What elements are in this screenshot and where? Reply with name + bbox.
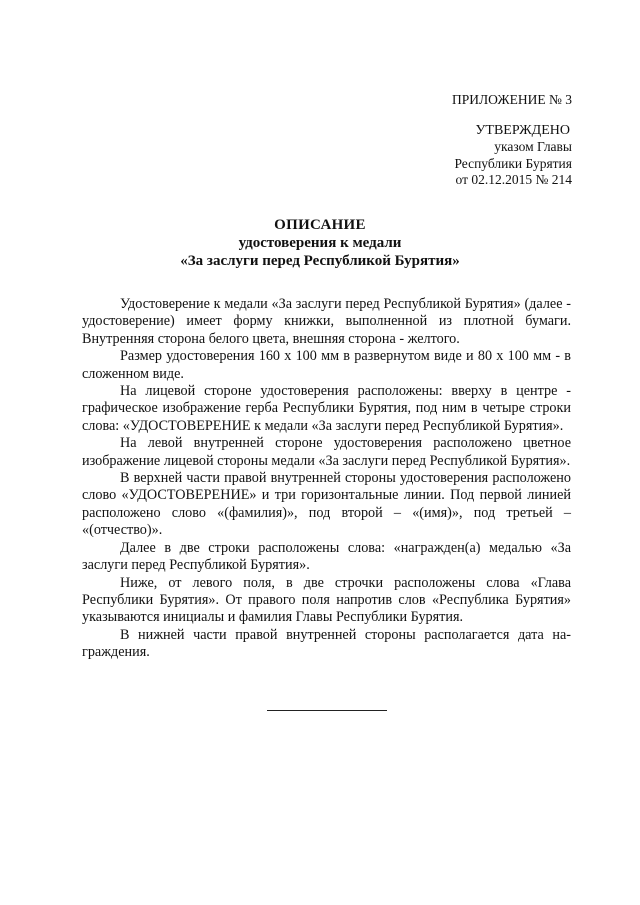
title-line-2: удостоверения к медали	[238, 235, 402, 251]
paragraph: Удостоверение к медали «За заслуги перед Республикой Бурятия» (далее - удостоверение) имеет форму книжки, выполненной из плотной бумаги. Внутренняя сторона белого цвета, внешняя сторона - желтого.	[82, 296, 571, 347]
decree-line-3: от 02.12.2015 № 214	[455, 172, 572, 187]
paragraph: Далее в две строки расположены слова: «награжден(а) медалью «За заслуги перед Республикой Бурятия».	[82, 539, 571, 574]
approved-label: УТВЕРЖДЕНО	[475, 122, 570, 138]
title-line-1: ОПИСАНИЕ	[274, 217, 366, 233]
appendix-label: ПРИЛОЖЕНИЕ № 3	[451, 92, 572, 107]
paragraph: На лицевой стороне удостоверения расположены: вверху в центре - графическое изображение герба Республики Бурятия, под ним в четыре строки слова: «УДОСТОВЕРЕНИЕ к медали «За заслуги перед Республикой Бурятия».	[82, 383, 571, 434]
paragraph: Размер удостоверения 160 х 100 мм в развернутом виде и 80 х 100 мм - в сложенном виде.	[82, 348, 571, 382]
paragraph: На левой внутренней стороне удостоверения расположено цветное изображение лицевой стороны медали «За заслуги перед Республикой Бурятия».	[82, 435, 571, 469]
paragraph: В нижней части правой внутренней стороны располагается дата награждения.	[82, 626, 571, 661]
paragraph: В верхней части правой внутренней стороны удостоверения расположено слово «УДОСТОВЕРЕНИЕ» и три горизонтальные линии. Под первой линией расположено слово «(фамилия)», под второй – «(имя)», под третьей – «(отчество)».	[82, 470, 571, 539]
decree-line-2: Республики Бурятия	[454, 155, 572, 171]
document-title	[0, 216, 640, 270]
paragraph: Ниже, от левого поля, в две строчки расположены слова «Глава Республики Бурятия». От правого поля напротив слов «Республика Бурятия» указываются инициалы и фамилия Главы Республики Бурятия.	[82, 574, 571, 626]
decree-line-1: указом Главы	[494, 139, 572, 154]
approval-header	[372, 92, 572, 189]
document-body	[82, 296, 571, 662]
closing-divider	[267, 710, 387, 711]
title-line-3: «За заслуги перед Республикой Бурятия»	[180, 253, 460, 269]
